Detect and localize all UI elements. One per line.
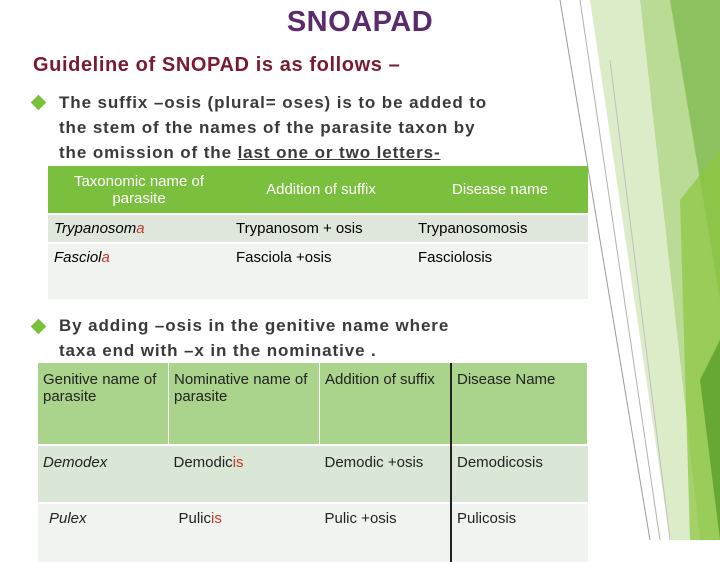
bullet-1-text — [59, 90, 487, 165]
bullet-1-line-1: The suffix –osis (plural= oses) is to be added to — [59, 93, 488, 112]
bullet-1-underlined-text: last one or two letters- — [237, 143, 441, 162]
nominative-cell — [169, 503, 320, 562]
disease-cell: Demodicosis — [451, 445, 588, 503]
genitive-cell — [38, 445, 169, 503]
suffix-table — [48, 166, 588, 299]
header-taxonomic-name: Taxonomic name of parasite — [48, 166, 230, 214]
genitive-table — [38, 363, 588, 562]
disease-cell: Trypanosomosis — [412, 214, 588, 243]
header-addition-of-suffix: Addition of suffix — [320, 363, 452, 445]
header-disease-name: Disease Name — [451, 363, 588, 445]
genitive-text: Pulex — [49, 510, 87, 527]
nominative-ending: is — [232, 454, 244, 471]
disease-cell: Pulicosis — [451, 503, 588, 562]
diamond-bullet-icon — [31, 95, 47, 111]
taxon-name-cell — [48, 243, 230, 299]
taxon-stem: Trypanosom — [54, 220, 137, 237]
diamond-bullet-icon — [31, 319, 47, 335]
taxon-dropped-letter: a — [101, 249, 110, 266]
taxon-stem: Fasciol — [54, 249, 102, 266]
table-row — [38, 503, 588, 562]
header-genitive-name: Genitive name of parasite — [38, 363, 169, 445]
header-disease-name: Disease name — [412, 166, 588, 214]
nominative-cell — [169, 445, 320, 503]
header-addition-of-suffix: Addition of suffix — [230, 166, 412, 214]
table-header-row — [48, 166, 588, 214]
genitive-text: Demodex — [43, 454, 108, 471]
table-row — [38, 445, 588, 503]
disease-cell: Fasciolosis — [412, 243, 588, 299]
bullet-1-line-3-plain: the omission of the — [59, 143, 238, 162]
taxon-name-cell — [48, 214, 230, 243]
table-header-row — [38, 363, 588, 445]
genitive-cell — [38, 503, 169, 562]
slide-title: SNOAPAD — [286, 6, 434, 38]
nominative-ending: is — [211, 510, 222, 527]
table-row — [48, 243, 588, 299]
table-row — [48, 214, 588, 243]
bullet-2-line-1: By adding –osis in the genitive name where — [59, 316, 450, 335]
addition-cell: Demodic +osis — [320, 445, 452, 503]
bullet-2-line-2: taxa end with –x in the nominative . — [59, 341, 377, 360]
header-nominative-name: Nominative name of parasite — [169, 363, 320, 445]
slide-subtitle: Guideline of SNOPAD is as follows – — [33, 54, 401, 76]
nominative-stem: Pulic — [178, 510, 212, 527]
addition-cell: Fasciola +osis — [230, 243, 412, 299]
bullet-1-line-2: the stem of the names of the parasite taxon by — [59, 118, 476, 137]
addition-cell: Pulic +osis — [320, 503, 452, 562]
taxon-dropped-letter: a — [136, 220, 145, 237]
addition-cell: Trypanosom + osis — [230, 214, 412, 243]
bullet-2-text — [59, 313, 449, 363]
bullet-1-line-3 — [59, 140, 487, 165]
nominative-stem: Demodic — [173, 454, 233, 471]
